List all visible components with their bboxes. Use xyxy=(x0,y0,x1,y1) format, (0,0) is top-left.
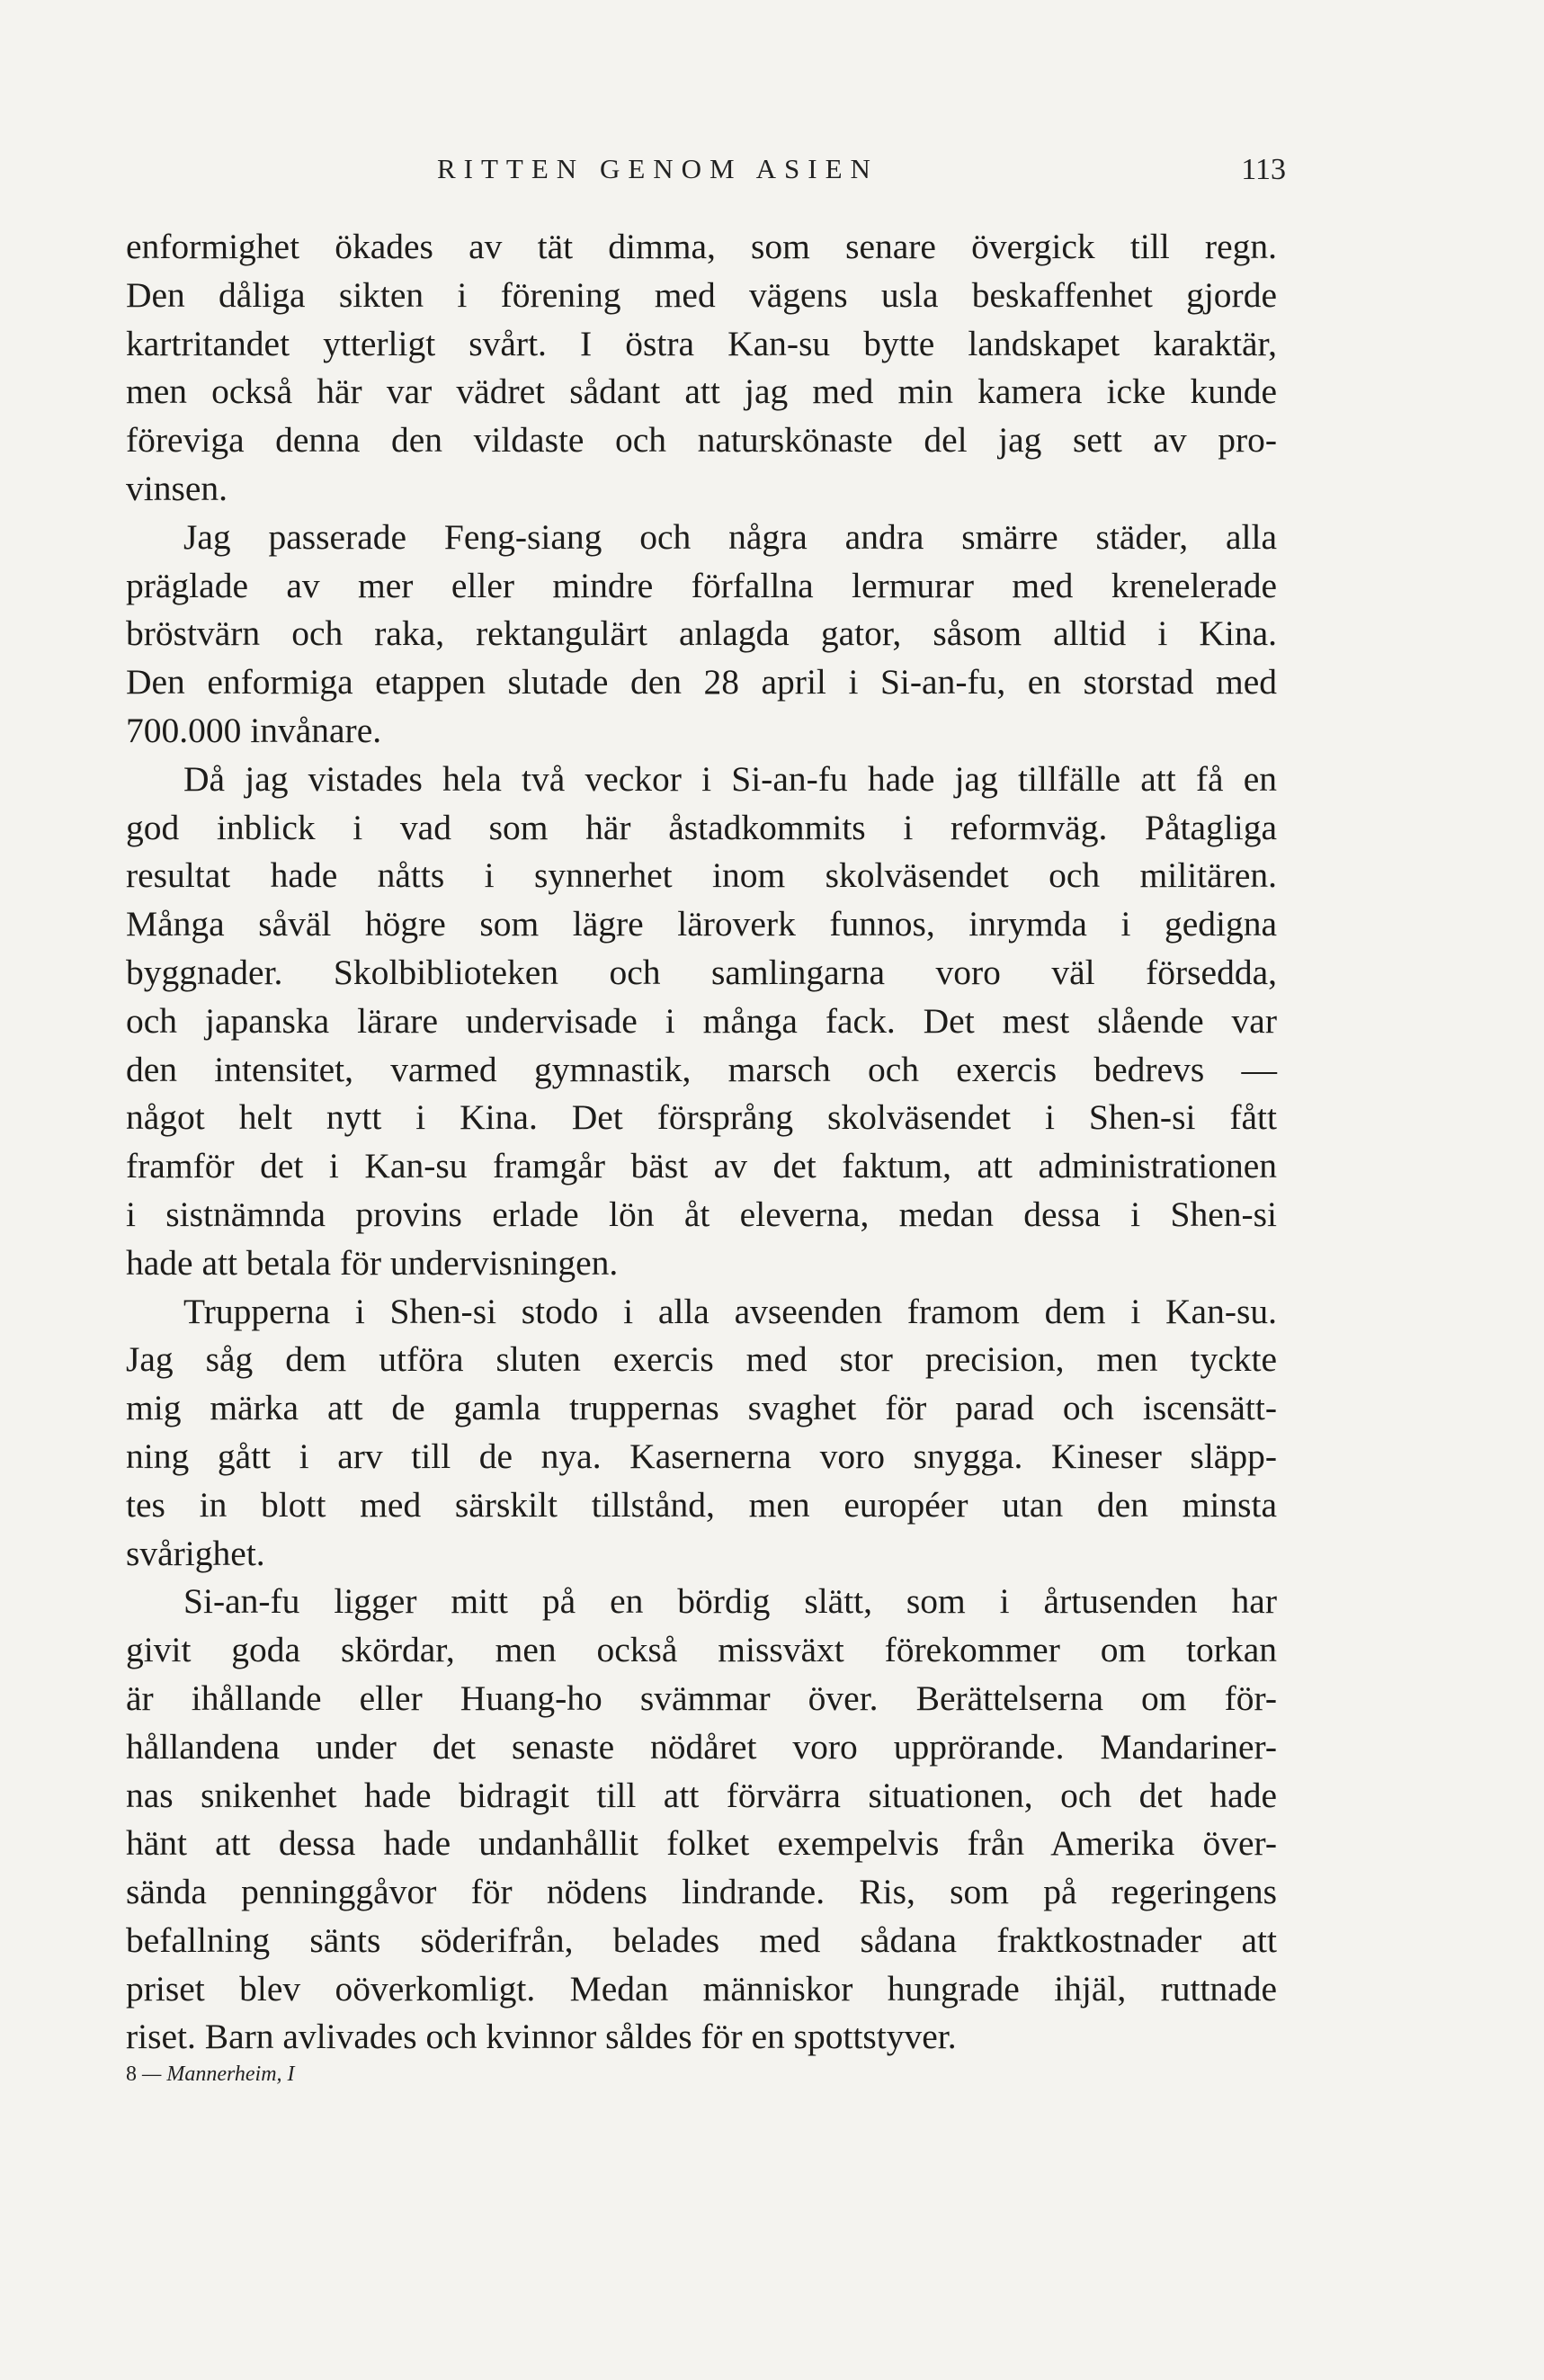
text-line: 700.000 invånare. xyxy=(126,710,382,750)
text-line: men också här var vädret sådant att jag med min kamera icke kunde xyxy=(126,371,1277,412)
text-line: mig märka att de gamla truppernas svaghet för parad och iscensätt- xyxy=(126,1388,1277,1428)
text-line: sända penninggåvor för nödens lindrande. Ris, som på regeringens xyxy=(126,1872,1277,1912)
text-line: ning gått i arv till de nya. Kasernerna voro snygga. Kineser släpp- xyxy=(126,1436,1277,1476)
text-line: svårighet. xyxy=(126,1533,265,1573)
text-line: befallning sänts söderifrån, belades med sådana fraktkostnader att xyxy=(126,1919,1277,1960)
text-line: Jag såg dem utföra sluten exercis med stor precision, men tyckte xyxy=(126,1339,1277,1380)
text-line: Då jag vistades hela två veckor i Si-an-fu hade jag tillfälle att få en xyxy=(183,758,1277,799)
text-line: framför det i Kan-su framgår bäst av det faktum, att administrationen xyxy=(126,1146,1277,1186)
text-line: resultat hade nåtts i synnerhet inom skolväsendet och militären. xyxy=(126,855,1277,896)
page-number: 113 xyxy=(1241,153,1286,186)
running-head xyxy=(126,153,1295,198)
text-line: nas snikenhet hade bidragit till att förvärra situationen, och det hade xyxy=(126,1775,1277,1815)
text-line: riset. Barn avlivades och kvinnor såldes för en spottstyver. xyxy=(126,2017,957,2057)
text-line: i sistnämnda provins erlade lön åt eleverna, medan dessa i Shen-si xyxy=(126,1194,1277,1234)
text-line: och japanska lärare undervisade i många fack. Det mest slående var xyxy=(126,1000,1277,1041)
running-title: RITTEN GENOM ASIEN xyxy=(437,153,879,184)
text-line: priset blev oöverkomligt. Medan människor hungrade ihjäl, ruttnade xyxy=(126,1968,1277,2009)
text-line: hänt att dessa hade undanhållit folket exempelvis från Amerika över- xyxy=(126,1823,1277,1864)
text-line: den intensitet, varmed gymnastik, marsch och exercis bedrevs — xyxy=(126,1049,1277,1089)
printer-signature xyxy=(126,2062,295,2087)
text-line: byggnader. Skolbiblioteken och samlingarna voro väl försedda, xyxy=(126,952,1277,992)
paragraph xyxy=(126,1288,1277,1579)
text-line: kartritandet ytterligt svårt. I östra Kan-su bytte landskapet karaktär, xyxy=(126,323,1277,363)
paragraph xyxy=(126,223,1277,514)
text-line: Jag passerade Feng-siang och några andra smärre städer, alla xyxy=(183,516,1277,557)
paragraph xyxy=(126,1578,1277,2062)
signature-dash: — xyxy=(142,2062,162,2086)
paragraph xyxy=(126,514,1277,756)
body-text xyxy=(126,223,1277,2062)
text-line: tes in blott med särskilt tillstånd, men européer utan den minsta xyxy=(126,1484,1277,1525)
text-line: något helt nytt i Kina. Det försprång skolväsendet i Shen-si fått xyxy=(126,1097,1277,1138)
signature-number: 8 xyxy=(126,2062,137,2086)
paragraph xyxy=(126,756,1277,1288)
text-line: hade att betala för undervisningen. xyxy=(126,1242,619,1283)
text-line: god inblick i vad som här åstadkommits i reformväg. Påtagliga xyxy=(126,807,1277,847)
text-line: präglade av mer eller mindre förfallna lermurar med krenelerade xyxy=(126,565,1277,605)
text-line: Si-an-fu ligger mitt på en bördig slätt, som i årtusenden har xyxy=(183,1581,1277,1622)
signature-text: Mannerheim, I xyxy=(166,2062,295,2086)
text-line: vinsen. xyxy=(126,468,228,508)
text-line: hållandena under det senaste nödåret voro upprörande. Mandariner- xyxy=(126,1726,1277,1767)
text-line: givit goda skördar, men också missväxt förekommer om torkan xyxy=(126,1630,1277,1670)
text-line: är ihållande eller Huang-ho svämmar över. Berättelserna om för- xyxy=(126,1678,1277,1718)
text-line: Den dåliga sikten i förening med vägens usla beskaffenhet gjorde xyxy=(126,274,1277,315)
text-line: Många såväl högre som lägre läroverk funnos, inrymda i gedigna xyxy=(126,904,1277,944)
text-line: bröstvärn och raka, rektangulärt anlagda gator, såsom alltid i Kina. xyxy=(126,613,1277,654)
text-line: enformighet ökades av tät dimma, som senare övergick till regn. xyxy=(126,227,1277,266)
text-line: föreviga denna den vildaste och naturskönaste del jag sett av pro- xyxy=(126,420,1277,461)
text-line: Trupperna i Shen-si stodo i alla avseenden framom dem i Kan-su. xyxy=(183,1291,1277,1331)
text-line: Den enformiga etappen slutade den 28 april i Si-an-fu, en storstad med xyxy=(126,662,1277,702)
